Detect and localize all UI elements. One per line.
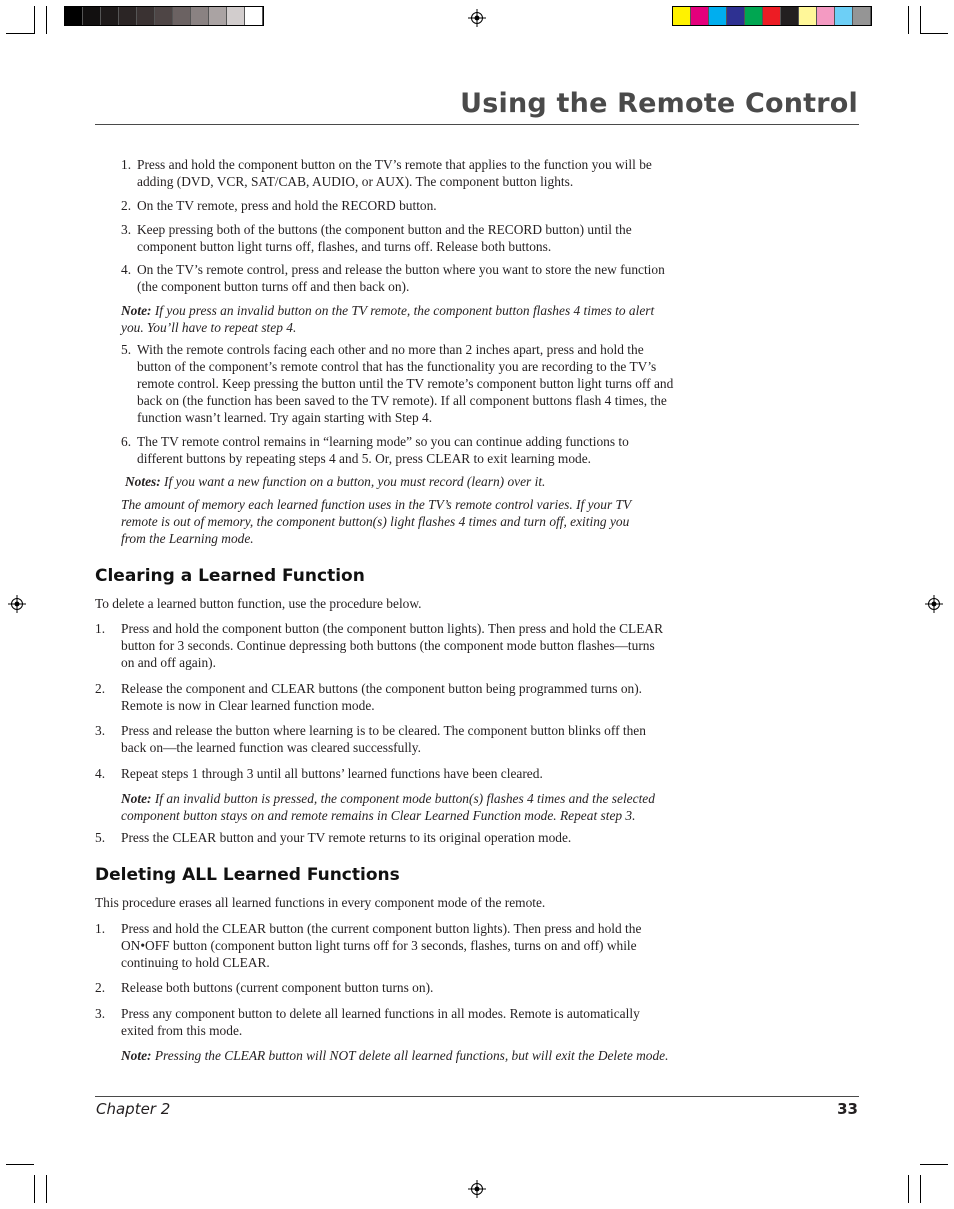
step-text: Keep pressing both of the buttons (the component button and the RECORD button) until the component button light turns off, flashes, and turns off. Release both buttons. (137, 222, 632, 254)
step-text: Release both buttons (current component button turns on). (121, 980, 434, 995)
step-text: Repeat steps 1 through 3 until all buttons’ learned functions have been cleared. (121, 766, 543, 781)
step-text: Press the CLEAR button and your TV remote returns to its original operation mode. (121, 830, 572, 845)
color-swatch (799, 7, 817, 25)
registration-mark-icon (925, 595, 943, 613)
note: Note: If you press an invalid button on the TV remote, the component button flashes 4 times to alert you. You’ll have to repeat step 4. (121, 303, 655, 335)
color-swatch (781, 7, 799, 25)
gray-swatch (65, 7, 83, 25)
gray-swatch (155, 7, 173, 25)
step-text: On the TV remote, press and hold the RECORD button. (137, 198, 437, 213)
step-text: Press and hold the CLEAR button (the current component button lights). Then press and hold the ON•OFF button (component button light turns off for 3 seconds, flashes, turns on and off) while continuing to hold CLEAR. (121, 921, 642, 970)
step-text: Press and hold the component button on the TV’s remote that applies to the function you will be adding (DVD, VCR, SAT/CAB, AUDIO, or AUX). The component button lights. (137, 157, 652, 189)
gray-swatch (191, 7, 209, 25)
step-text: The TV remote control remains in “learning mode” so you can continue adding functions to different buttons by repeating steps 4 and 5. Or, press CLEAR to exit learning mode. (137, 434, 629, 466)
header-rule (95, 124, 859, 125)
note: Note: If an invalid button is pressed, the component mode button(s) flashes 4 times and the selected component button stays on and remote remains in Clear Learned Function mode. Repeat step 3. (121, 791, 655, 823)
step-number: 1. (95, 621, 106, 636)
gray-swatch (83, 7, 101, 25)
gray-swatch (227, 7, 245, 25)
section-intro: This procedure erases all learned functions in every component mode of the remote. (95, 895, 546, 910)
color-swatch (709, 7, 727, 25)
registration-mark-icon (468, 9, 486, 27)
step-number: 6. (121, 434, 132, 449)
step-text: Press and hold the component button (the component button lights). Then press and hold the CLEAR button for 3 seconds. Continue depressing both buttons (the component mode button flashes—turns on and off again). (121, 621, 664, 670)
step-number: 5. (121, 342, 132, 357)
color-swatch (763, 7, 781, 25)
gray-swatch (245, 7, 263, 25)
page-title: Using the Remote Control (460, 88, 858, 119)
step-text: Press any component button to delete all learned functions in all modes. Remote is automatically exited from this mode. (121, 1006, 640, 1038)
step-number: 2. (95, 681, 106, 696)
step-text: On the TV’s remote control, press and release the button where you want to store the new function (the component button turns off and then back on). (137, 262, 665, 294)
gray-swatch (173, 7, 191, 25)
chapter-label: Chapter 2 (96, 1100, 171, 1118)
step-text: Release the component and CLEAR buttons (the component button being programmed turns on). Remote is now in Clear learned function mode. (121, 681, 643, 713)
notes: Notes: If you want a new function on a button, you must record (learn) over it. (125, 474, 546, 489)
section-title-clearing: Clearing a Learned Function (95, 566, 365, 586)
memory-note: The amount of memory each learned function uses in the TV’s remote control varies. If your TV remote is out of memory, the component button(s) light flashes 4 times and turn off, exiting you from the Learning mode. (121, 497, 632, 546)
gray-swatch (119, 7, 137, 25)
gray-swatch (209, 7, 227, 25)
gray-swatch (137, 7, 155, 25)
color-swatch (853, 7, 871, 25)
color-swatch (745, 7, 763, 25)
step-number: 3. (95, 1006, 106, 1021)
step-number: 2. (121, 198, 132, 213)
section-title-deleting: Deleting ALL Learned Functions (95, 865, 400, 885)
color-swatch (817, 7, 835, 25)
color-swatch (727, 7, 745, 25)
step-number: 5. (95, 830, 106, 845)
footer-rule (95, 1096, 859, 1097)
step-text: Press and release the button where learning is to be cleared. The component button blinks off then back on—the learned function was cleared successfully. (121, 723, 646, 755)
step-number: 1. (95, 921, 106, 936)
page-number: 33 (837, 1100, 858, 1118)
step-number: 4. (121, 262, 132, 277)
step-number: 4. (95, 766, 106, 781)
gray-swatch (101, 7, 119, 25)
color-swatch (673, 7, 691, 25)
note: Note: Pressing the CLEAR button will NOT delete all learned functions, but will exit the Delete mode. (121, 1048, 669, 1063)
step-number: 3. (121, 222, 132, 237)
registration-mark-icon (468, 1180, 486, 1198)
color-swatch (691, 7, 709, 25)
step-text: With the remote controls facing each other and no more than 2 inches apart, press and hold the button of the component’s remote control that has the functionality you are recording to the TV’s remote control. Keep pressing the button until the TV remote’s component button light turns off and back on (the function has been saved to the TV remote). If all component buttons flash 4 times, the function wasn’t learned. Try again starting with Step 4. (137, 342, 674, 425)
grayscale-swatch-bar (64, 6, 264, 26)
step-number: 1. (121, 157, 132, 172)
step-number: 3. (95, 723, 106, 738)
color-swatch-bar (672, 6, 872, 26)
step-number: 2. (95, 980, 106, 995)
section-intro: To delete a learned button function, use the procedure below. (95, 596, 422, 611)
color-swatch (835, 7, 853, 25)
registration-mark-icon (8, 595, 26, 613)
